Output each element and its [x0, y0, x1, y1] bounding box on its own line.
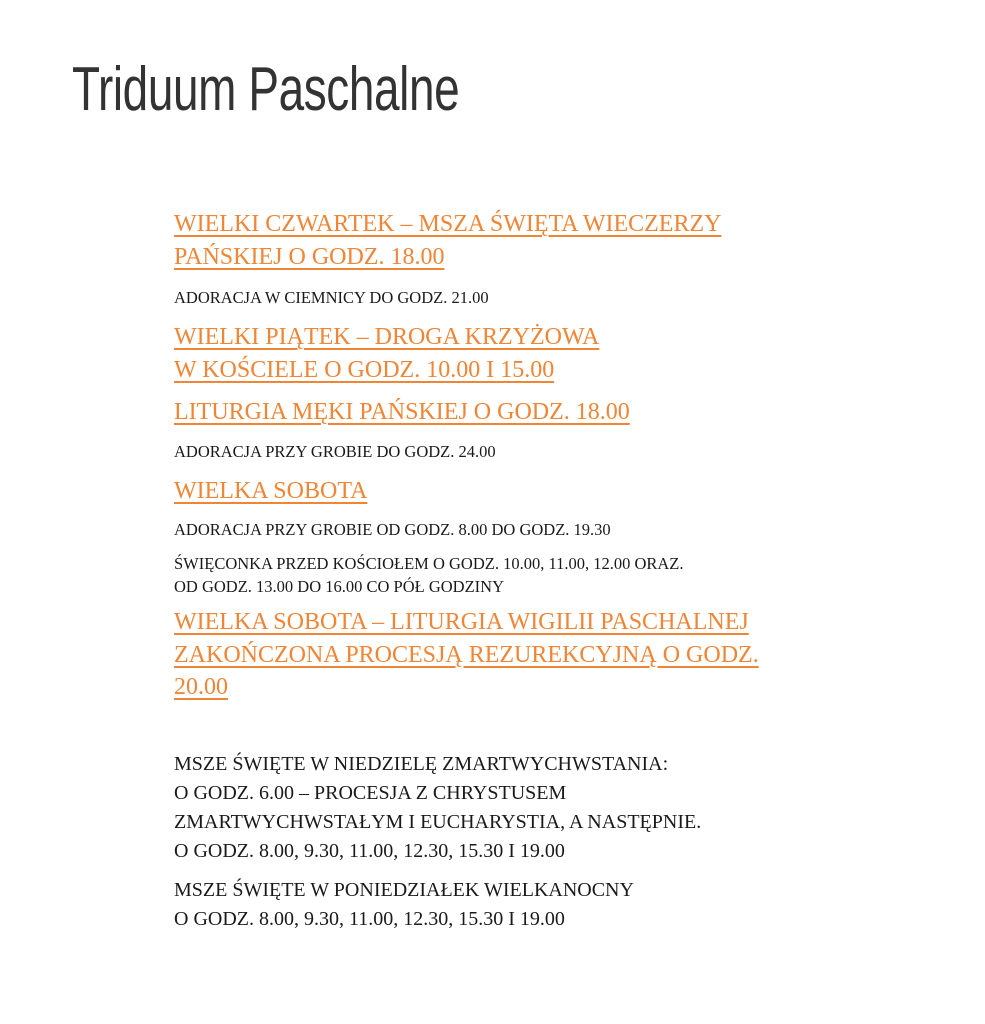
good-friday-adoration-note: ADORACJA PRZY GROBIE DO GODZ. 24.00: [174, 441, 496, 461]
holy-saturday-adoration-note: ADORACJA PRZY GROBIE OD GODZ. 8.00 DO GODZ. 19.30: [174, 520, 611, 539]
page-title: Triduum Paschalne: [72, 55, 460, 124]
good-friday-stations-link[interactable]: WIELKI PIĄTEK – DROGA KRZYŻOWA W KOŚCIELE O GODZ. 10.00 I 15.00: [174, 324, 600, 383]
easter-sunday-masses-note: MSZE ŚWIĘTE W NIEDZIELĘ ZMARTWYCHWSTANIA: O GODZ. 6.00 – PROCESJA Z CHRYSTUSEM ZMARTWYCHWSTAŁYM I EUCHARYSTIA, A NASTĘPNIE. O GODZ. 8.00, 9.30, 11.00, 12.30, 15.30 I 19.00: [174, 752, 702, 862]
schedule-list: [174, 208, 834, 934]
easter-monday-masses-note: MSZE ŚWIĘTE W PONIEDZIAŁEK WIELKANOCNY O GODZ. 8.00, 9.30, 11.00, 12.30, 15.30 I 19.00: [174, 878, 634, 930]
easter-vigil-link[interactable]: WIELKA SOBOTA – LITURGIA WIGILII PASCHALNEJ ZAKOŃCZONA PROCESJĄ REZUREKCYJNĄ O GODZ. 20.00: [174, 609, 759, 700]
food-blessing-note: ŚWIĘCONKA PRZED KOŚCIOŁEM O GODZ. 10.00, 11.00, 12.00 ORAZ. OD GODZ. 13.00 DO 16.00 CO PÓŁ GODZINY: [174, 554, 684, 596]
holy-thursday-mass-link[interactable]: WIELKI CZWARTEK – MSZA ŚWIĘTA WIECZERZY PAŃSKIEJ O GODZ. 18.00: [174, 211, 722, 270]
holy-saturday-link[interactable]: WIELKA SOBOTA: [174, 477, 368, 504]
good-friday-liturgy-link[interactable]: LITURGIA MĘKI PAŃSKIEJ O GODZ. 18.00: [174, 399, 630, 425]
holy-thursday-adoration-note: ADORACJA W CIEMNICY DO GODZ. 21.00: [174, 288, 489, 307]
